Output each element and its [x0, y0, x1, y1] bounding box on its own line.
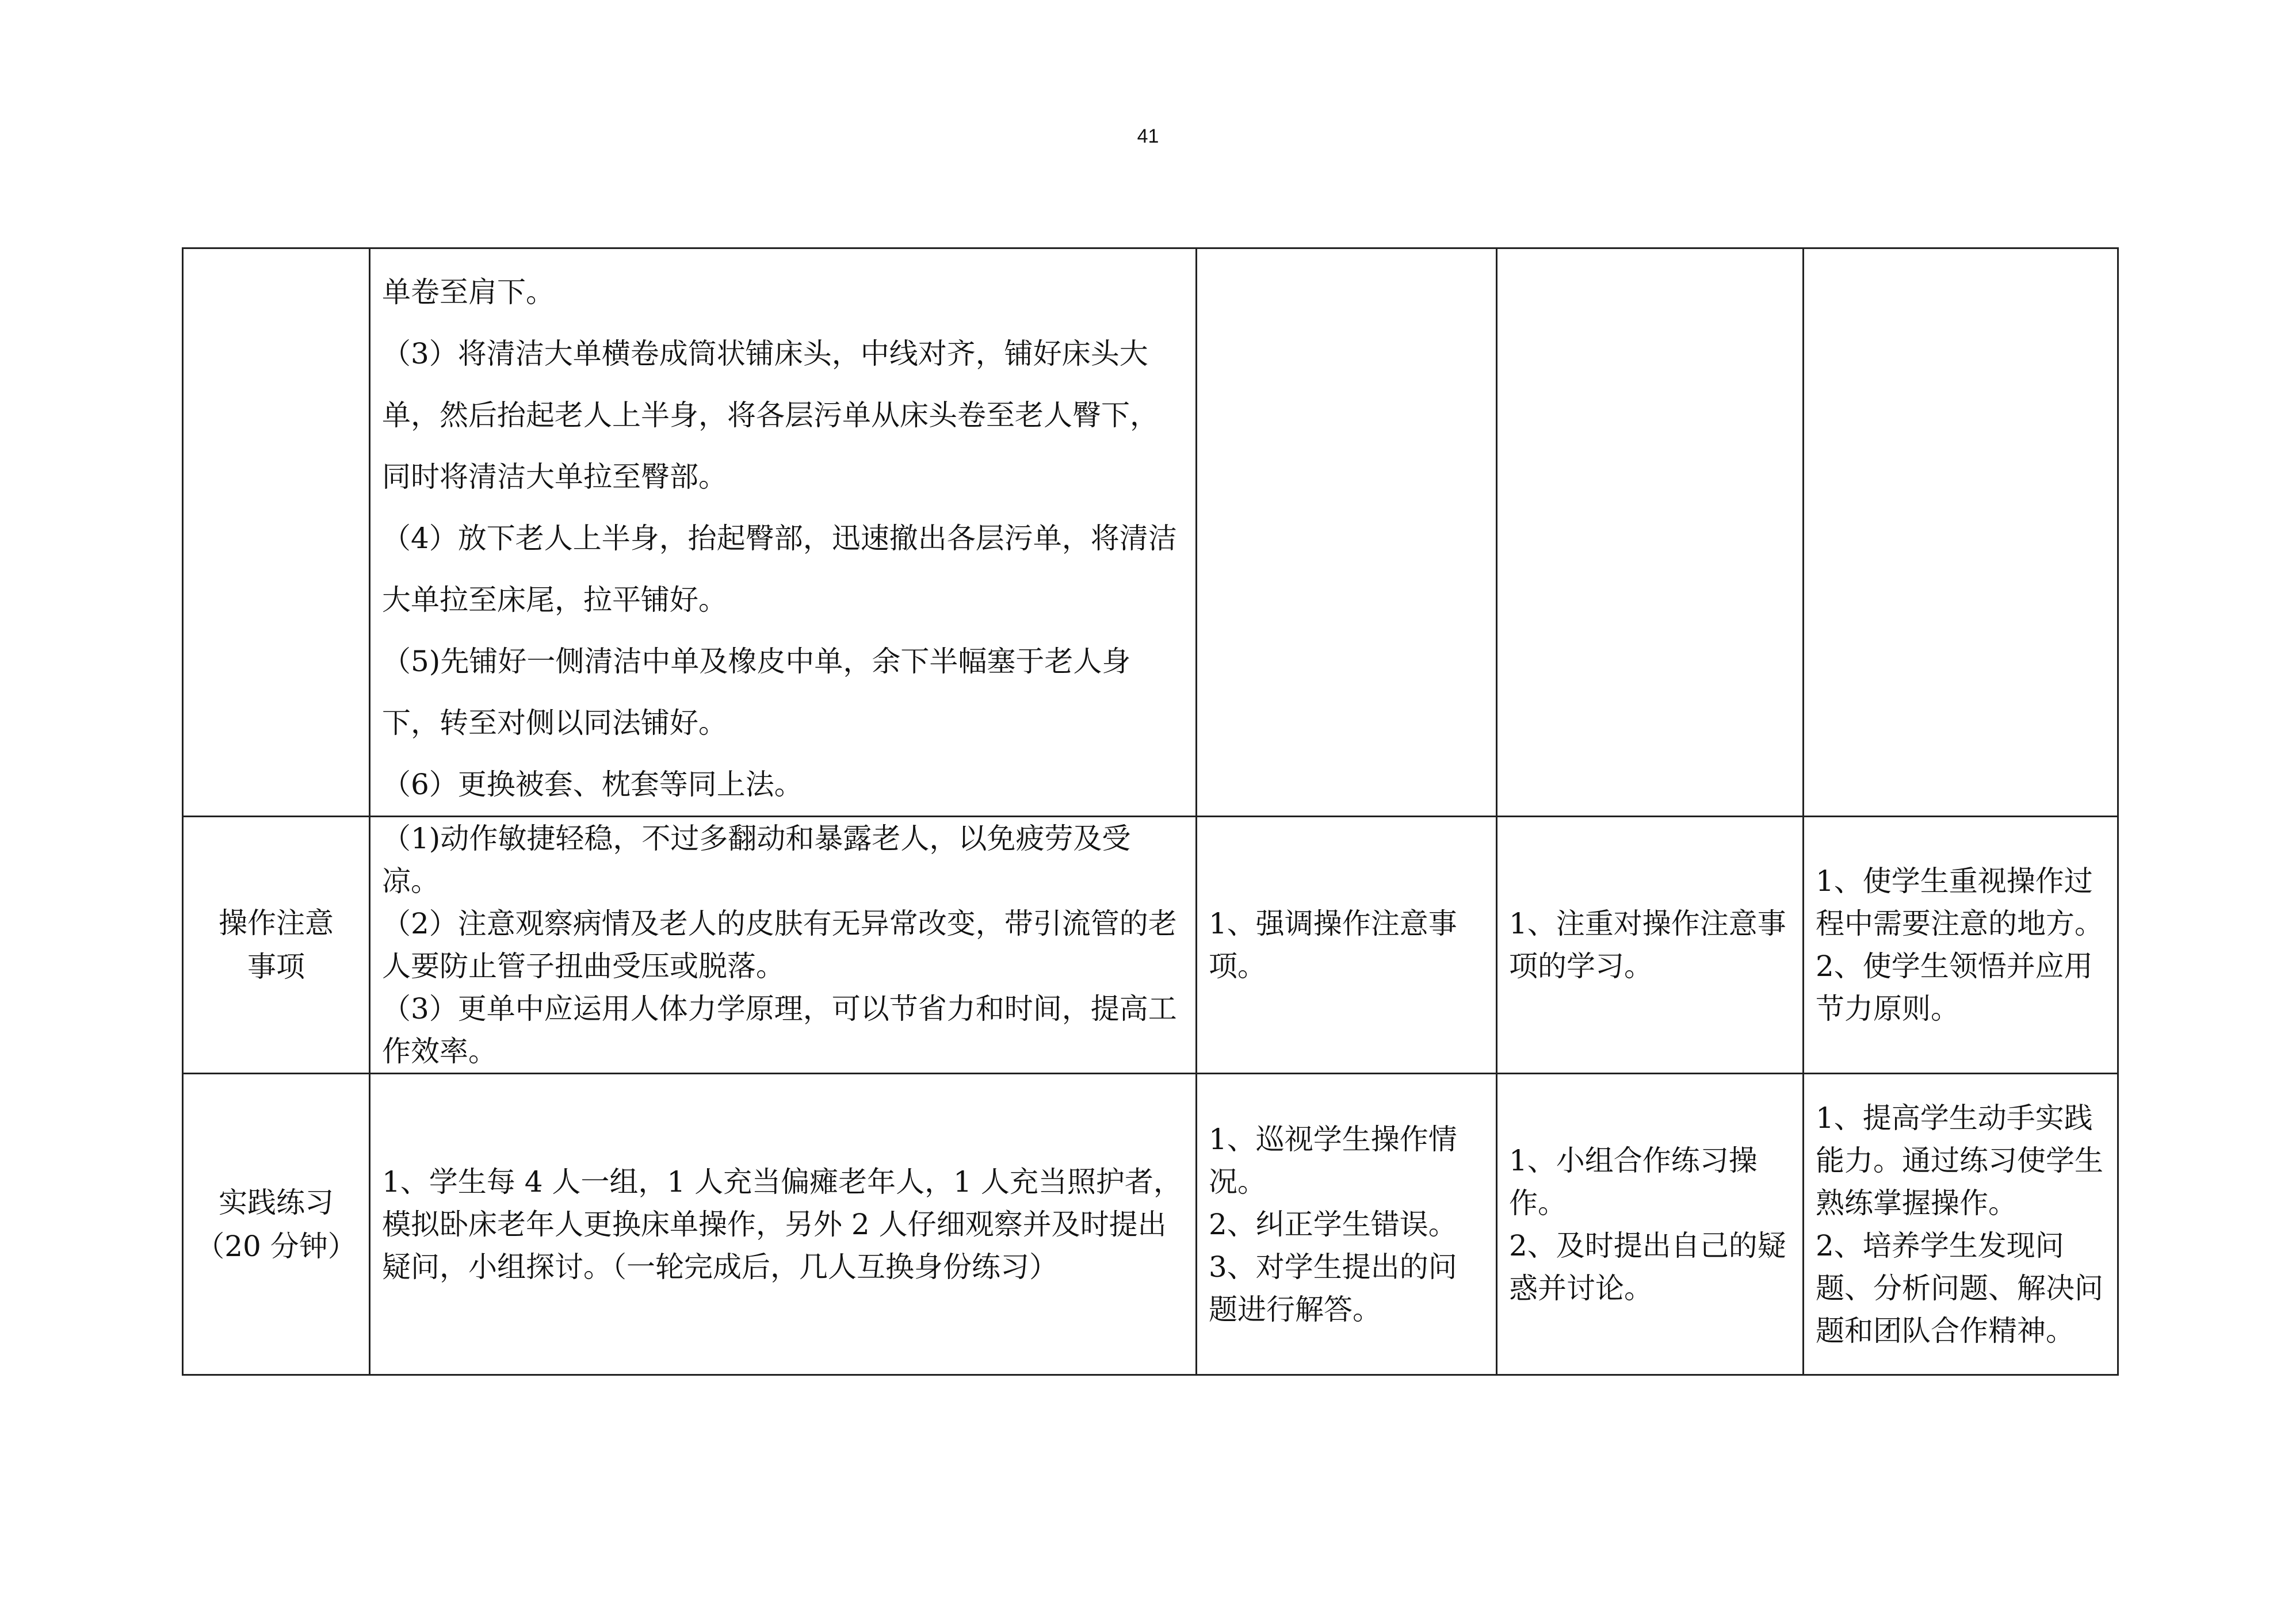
table-row: [183, 1074, 2118, 1375]
design-intent-cell: [1804, 248, 2118, 817]
teacher-activity-cell: [1197, 1074, 1497, 1375]
design-intent-cell: [1804, 817, 2118, 1074]
teacher-activity-text: 3、对学生提出的问题进行解答。: [1209, 1250, 1457, 1326]
teacher-activity-cell: [1197, 248, 1497, 817]
content-cell: [370, 817, 1197, 1074]
teacher-activity-text: 1、强调操作注意事项。: [1209, 907, 1457, 983]
design-intent-text: 2、使学生领悟并应用节力原则。: [1816, 950, 2093, 1025]
table-row: [183, 248, 2118, 817]
student-activity-cell: [1497, 248, 1804, 817]
teacher-activity-text: 2、纠正学生错误。: [1209, 1207, 1457, 1241]
design-intent-text: 2、培养学生发现问题、分析问题、解决问题和团队合作精神。: [1816, 1228, 2103, 1348]
step-text: （5)先铺好一侧清洁中单及橡皮中单，余下半幅塞于老人身下，转至对侧以同法铺好。: [382, 645, 1131, 740]
teacher-activity-cell: [1197, 817, 1497, 1074]
row-label-cell: [183, 1074, 370, 1375]
step-text: （6）更换被套、枕套等同上法。: [382, 768, 803, 801]
row-label-cell: [183, 817, 370, 1074]
note-text: （1)动作敏捷轻稳，不过多翻动和暴露老人，以免疲劳及受凉。: [382, 822, 1131, 898]
design-intent-text: 1、提高学生动手实践能力。通过练习使学生熟练掌握操作。: [1816, 1101, 2103, 1220]
step-text: 单卷至肩下。: [382, 275, 555, 309]
note-text: （3）更单中应运用人体力学原理，可以节省力和时间，提高工作效率。: [382, 992, 1177, 1068]
student-activity-text: 1、小组合作练习操作。: [1509, 1143, 1758, 1220]
student-activity-text: 1、注重对操作注意事项的学习。: [1509, 907, 1786, 983]
row-label-cell: [183, 248, 370, 817]
content-cell: [370, 1074, 1197, 1375]
student-activity-text: 2、及时提出自己的疑惑并讨论。: [1509, 1228, 1786, 1305]
content-cell: [370, 248, 1197, 817]
row-label-line: 实践练习: [219, 1185, 334, 1219]
page-number: 41: [1137, 125, 1159, 147]
design-intent-text: 1、使学生重视操作过程中需要注意的地方。: [1816, 864, 2103, 940]
student-activity-cell: [1497, 1074, 1804, 1375]
teacher-activity-text: 1、巡视学生操作情况。: [1209, 1122, 1457, 1199]
step-text: （4）放下老人上半身，抬起臀部，迅速撤出各层污单，将清洁大单拉至床尾，拉平铺好。: [382, 522, 1177, 617]
student-activity-cell: [1497, 817, 1804, 1074]
lesson-plan-table: [182, 247, 2119, 1376]
note-text: （2）注意观察病情及老人的皮肤有无异常改变，带引流管的老人要防止管子扭曲受压或脱落。: [382, 907, 1177, 983]
step-text: （3）将清洁大单横卷成筒状铺床头，中线对齐，铺好床头大单，然后抬起老人上半身，将各层污单从床头卷至老人臀下，同时将清洁大单拉至臀部。: [382, 337, 1159, 493]
row-label-line: 操作注意: [219, 906, 334, 940]
row-label-line: 事项: [247, 950, 305, 983]
row-label-line: （20 分钟）: [196, 1229, 357, 1263]
table-row: [183, 817, 2118, 1074]
practice-text: 1、学生每 4 人一组，1 人充当偏瘫老年人，1 人充当照护者，模拟卧床老年人更换床单操作，另外 2 人仔细观察并及时提出疑问，小组探讨。（一轮完成后，几人互换身份练习）: [382, 1165, 1182, 1284]
design-intent-cell: [1804, 1074, 2118, 1375]
